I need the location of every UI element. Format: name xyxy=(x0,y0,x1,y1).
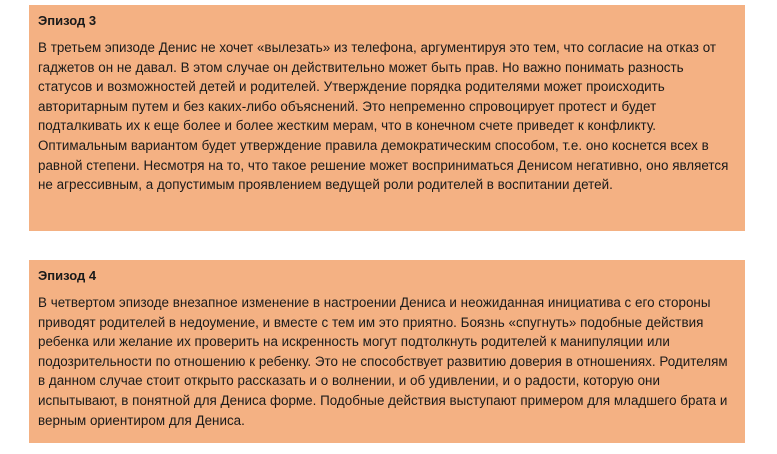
episode-4-box xyxy=(29,260,745,443)
episode-4-text: В четвертом эпизоде внезапное изменение в настроении Дениса и неожиданная инициатива с его стороны приводят родителей в недоумение, и вместе с тем им это приятно. Боязнь «спугнуть» подобные действия ребенка или желание их проверить на искренность могут подтолкнуть родителей к манипуляции или подозрительности по отношению к ребенку. Это не способствует развитию доверия в отношениях. Родителям в данном случае стоит открыто рассказать и о волнении, и об удивлении, и о радости, которую они испытывают, в понятной для Дениса форме. Подобные действия выступают примером для младшего брата и верным ориентиром для Дениса. xyxy=(38,295,728,428)
episode-3-title: Эпизод 3 xyxy=(38,13,97,28)
episode-3-text: В третьем эпизоде Денис не хочет «вылезать» из телефона, аргументируя это тем, что согласие на отказ от гаджетов он не давал. В этом случае он действительно может быть прав. Но важно понимать разность статусов и возможностей детей и родителей. Утверждение порядка родителями может происходить авторитарным путем и без каких-либо объяснений. Это непременно спровоцирует протест и будет подталкивать их к еще более и более жестким мерам, что в конечном счете приведет к конфликту. Оптимальным вариантом будет утверждение правила демократическим способом, т.е. оно коснется всех в равной степени. Несмотря на то, что такое решение может восприниматься Денисом негативно, оно является не агрессивным, а допустимым проявлением ведущей роли родителей в воспитании детей. xyxy=(38,40,729,193)
episode-3-box xyxy=(29,5,745,231)
episode-4-title: Эпизод 4 xyxy=(38,268,97,283)
